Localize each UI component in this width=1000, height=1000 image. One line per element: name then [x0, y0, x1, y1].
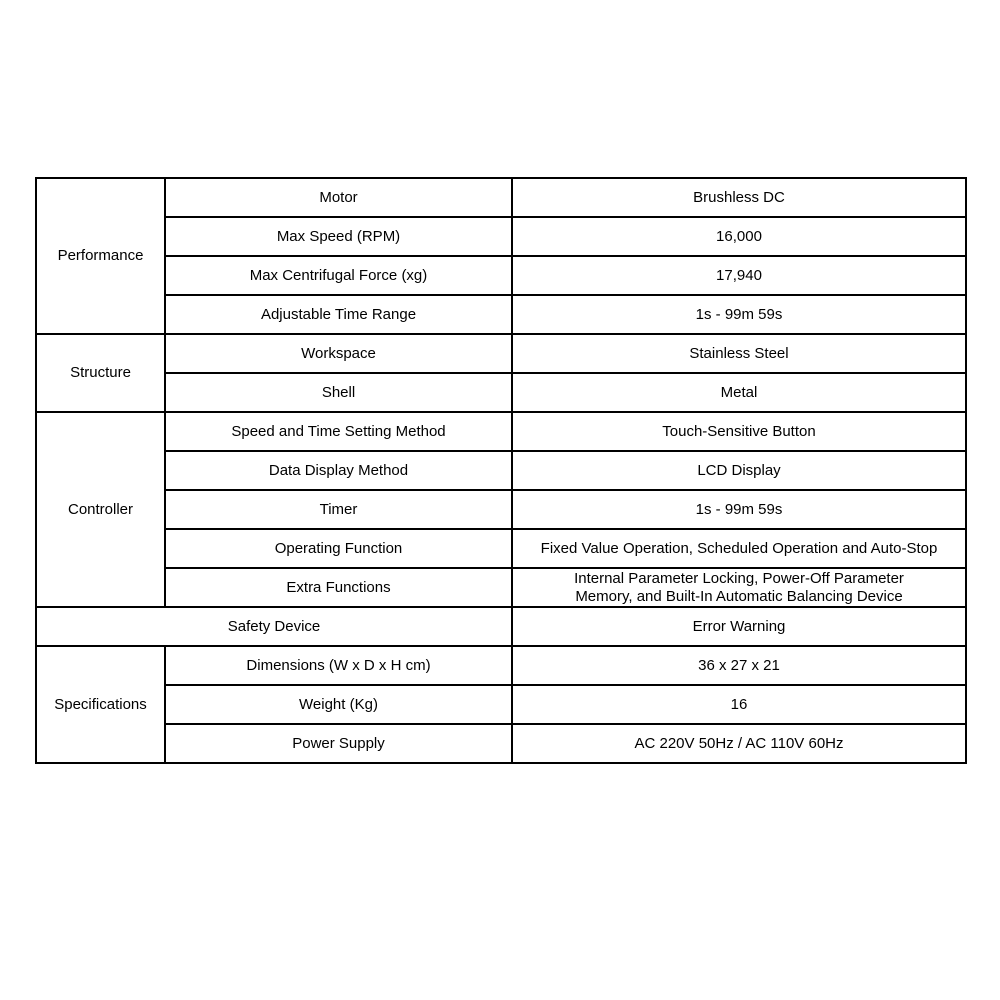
section-label-safety: Safety Device	[36, 607, 512, 646]
table-row	[36, 451, 966, 490]
table-row	[36, 373, 966, 412]
table-row	[36, 685, 966, 724]
value-cell: 16	[512, 685, 966, 724]
value-cell: Brushless DC	[512, 178, 966, 217]
section-label-structure: Structure	[36, 334, 165, 412]
table-row	[36, 568, 966, 607]
value-cell: 17,940	[512, 256, 966, 295]
table-row	[36, 490, 966, 529]
table-row	[36, 178, 966, 217]
value-cell: Touch-Sensitive Button	[512, 412, 966, 451]
table-row	[36, 217, 966, 256]
table-row	[36, 256, 966, 295]
section-label-specifications: Specifications	[36, 646, 165, 763]
param-cell: Operating Function	[165, 529, 512, 568]
param-cell: Extra Functions	[165, 568, 512, 607]
spec-table	[35, 177, 967, 764]
value-cell: Error Warning	[512, 607, 966, 646]
param-cell: Timer	[165, 490, 512, 529]
value-cell: 1s - 99m 59s	[512, 295, 966, 334]
param-cell: Max Centrifugal Force (xg)	[165, 256, 512, 295]
value-cell: Stainless Steel	[512, 334, 966, 373]
param-cell: Dimensions (W x D x H cm)	[165, 646, 512, 685]
section-label-performance: Performance	[36, 178, 165, 334]
value-cell: 36 x 27 x 21	[512, 646, 966, 685]
table-row	[36, 607, 966, 646]
table-row	[36, 529, 966, 568]
table-row	[36, 295, 966, 334]
table-row	[36, 646, 966, 685]
param-cell: Motor	[165, 178, 512, 217]
value-cell: LCD Display	[512, 451, 966, 490]
param-cell: Speed and Time Setting Method	[165, 412, 512, 451]
value-cell: AC 220V 50Hz / AC 110V 60Hz	[512, 724, 966, 763]
param-cell: Max Speed (RPM)	[165, 217, 512, 256]
param-cell: Shell	[165, 373, 512, 412]
value-cell: Metal	[512, 373, 966, 412]
table-row	[36, 412, 966, 451]
param-cell: Workspace	[165, 334, 512, 373]
param-cell: Weight (Kg)	[165, 685, 512, 724]
value-cell: Fixed Value Operation, Scheduled Operation and Auto-Stop	[512, 529, 966, 568]
value-cell: 16,000	[512, 217, 966, 256]
section-label-controller: Controller	[36, 412, 165, 607]
value-cell: 1s - 99m 59s	[512, 490, 966, 529]
table-row	[36, 724, 966, 763]
table-row	[36, 334, 966, 373]
param-cell: Data Display Method	[165, 451, 512, 490]
value-cell: Internal Parameter Locking, Power-Off Parameter Memory, and Built-In Automatic Balancing Device	[512, 568, 966, 607]
param-cell: Adjustable Time Range	[165, 295, 512, 334]
param-cell: Power Supply	[165, 724, 512, 763]
